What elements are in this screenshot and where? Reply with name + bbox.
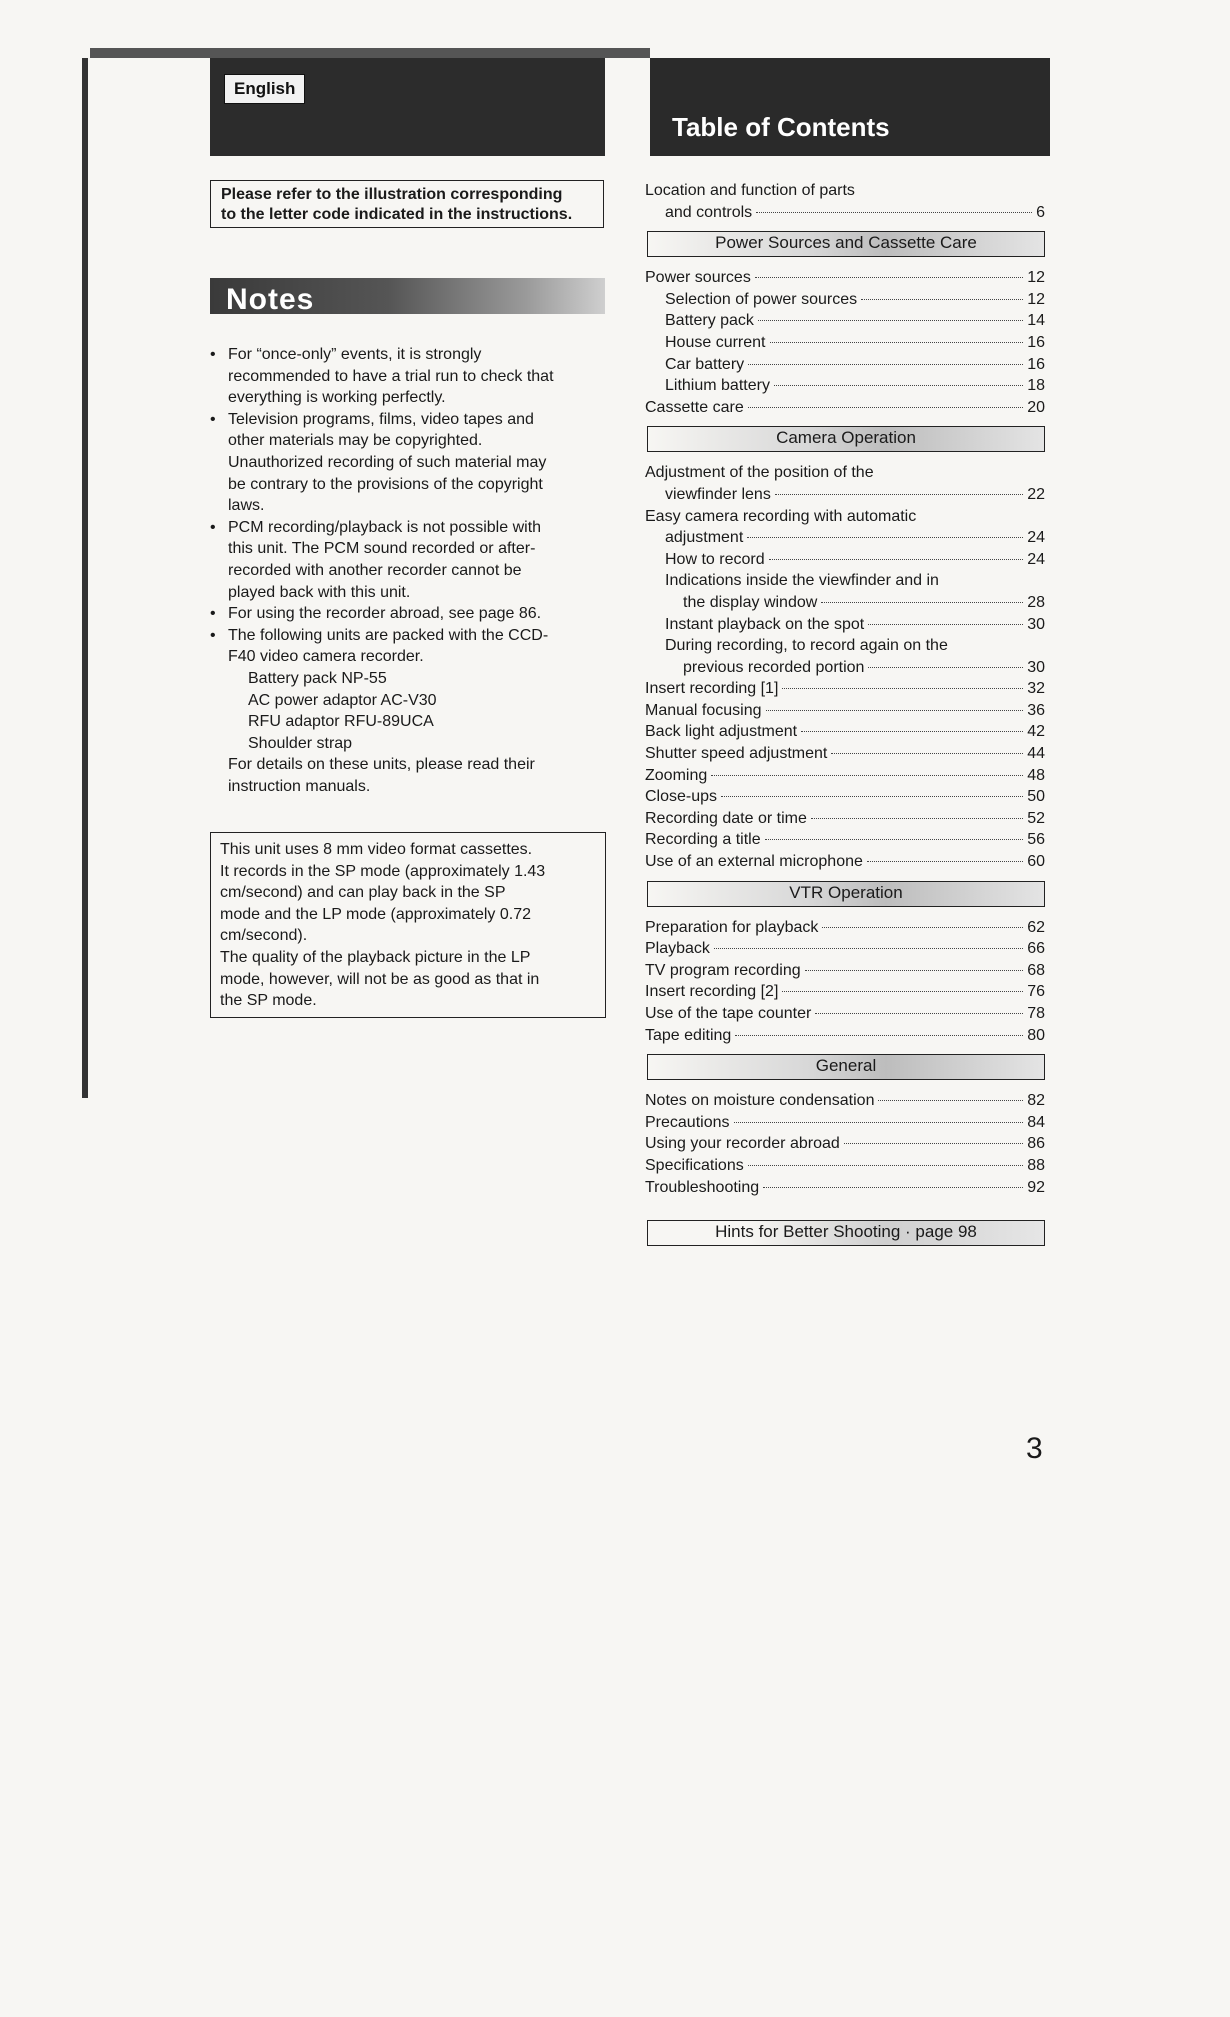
toc-entry-title: previous recorded portion: [683, 658, 865, 676]
toc-entry-title: Location and function of parts: [645, 182, 855, 199]
toc-leader: [748, 1165, 1023, 1166]
toc-leader: [775, 494, 1023, 495]
toc-section-header: VTR Operation: [647, 881, 1045, 907]
toc-entry-title: Notes on moisture condensation: [645, 1092, 875, 1110]
toc-entry-page: 32: [1027, 680, 1045, 698]
toc-entry: [645, 332, 1045, 354]
toc-entry-title: Recording a title: [645, 831, 761, 849]
toc-entry: [645, 592, 1045, 614]
toc-entry: [645, 721, 1045, 743]
toc-entry: [645, 851, 1045, 873]
toc-leader: [770, 342, 1024, 343]
toc-leader: [766, 710, 1024, 711]
toc-entry-page: 80: [1027, 1026, 1045, 1044]
note-line: • For “once-only” events, it is strongly: [228, 346, 482, 363]
toc-entry-title: the display window: [683, 593, 818, 611]
format-info-line: The quality of the playback picture in the LP: [220, 948, 531, 966]
toc-entry-page: 6: [1036, 203, 1045, 221]
toc-entry-page: 16: [1027, 333, 1045, 351]
toc-entry-page: 44: [1027, 745, 1045, 763]
toc-entry: [645, 1177, 1045, 1199]
toc-entry-title: Insert recording [1]: [645, 680, 779, 698]
toc-entry-page: 68: [1027, 961, 1045, 979]
toc-entry: [645, 678, 1045, 700]
toc-entry-page: 14: [1027, 312, 1045, 330]
toc-entry-page: 86: [1027, 1135, 1045, 1153]
note-line: everything is working perfectly.: [228, 389, 446, 407]
note-line: For details on these units, please read their: [228, 756, 535, 774]
toc-entry-title: Adjustment of the position of the: [645, 464, 874, 482]
toc-entry-title: Recording date or time: [645, 809, 807, 827]
page-number: 3: [1026, 1432, 1043, 1465]
toc-entry-title: Precautions: [645, 1113, 730, 1131]
toc-entry-title: and controls: [665, 203, 753, 221]
note-line: instruction manuals.: [228, 777, 371, 795]
toc-entry: [645, 981, 1045, 1003]
toc-entry-page: 42: [1027, 723, 1045, 741]
note-item: [208, 625, 608, 798]
toc-entry-page: 18: [1027, 377, 1045, 395]
toc-entry-title: Preparation for playback: [645, 918, 819, 936]
format-info-line: mode, however, will not be as good as that in: [220, 970, 540, 988]
toc-entry-title: Manual focusing: [645, 701, 762, 719]
toc-entry: [645, 829, 1045, 851]
toc-leader: [765, 839, 1024, 840]
toc-title: Table of Contents: [672, 112, 890, 142]
toc-entry-page: 22: [1027, 485, 1045, 503]
note-line: Unauthorized recording of such material may: [228, 453, 547, 471]
toc-entry: [645, 743, 1045, 765]
toc-entry-title: Tape editing: [645, 1026, 732, 1044]
toc-leader: [758, 320, 1023, 321]
toc-entry-page: 12: [1027, 290, 1045, 308]
note-item: [208, 603, 608, 625]
toc-entry-page: 12: [1027, 269, 1045, 287]
toc-entry-page: 30: [1027, 615, 1045, 633]
toc-entry: [645, 527, 1045, 549]
toc-entry: [645, 700, 1045, 722]
toc-leader: [861, 299, 1023, 300]
note-line: recommended to have a trial run to check that: [228, 367, 554, 385]
toc-leader: [844, 1143, 1023, 1144]
note-line: • For using the recorder abroad, see page 86.: [228, 605, 542, 623]
toc-entry: [645, 938, 1045, 960]
toc-entry-title: Zooming: [645, 766, 708, 784]
toc-entry: [645, 1112, 1045, 1134]
note-item: [208, 409, 608, 517]
toc-entry: [645, 960, 1045, 982]
note-line: F40 video camera recorder.: [228, 648, 424, 666]
language-tab: English: [224, 74, 305, 104]
toc-entry: [645, 289, 1045, 311]
toc-entry-title: Battery pack: [665, 312, 754, 330]
toc-leader: [782, 688, 1023, 689]
toc-entry: [645, 506, 1045, 528]
note-line: be contrary to the provisions of the copyright: [228, 475, 543, 493]
format-info-line: the SP mode.: [220, 992, 317, 1010]
toc-leader: [721, 796, 1023, 797]
toc-entry-title: Specifications: [645, 1156, 744, 1174]
note-line: recorded with another recorder cannot be: [228, 561, 522, 579]
toc-leader: [763, 1187, 1023, 1188]
toc-entry-page: 50: [1027, 788, 1045, 806]
toc-entry-page: 92: [1027, 1178, 1045, 1196]
note-item: [208, 344, 608, 409]
note-line: laws.: [228, 497, 265, 515]
toc-leader: [822, 927, 1023, 928]
format-info-line: mode and the LP mode (approximately 0.72: [220, 905, 532, 923]
toc-section-header: Camera Operation: [647, 426, 1045, 452]
toc-entry-title: TV program recording: [645, 961, 801, 979]
toc-entry: [645, 657, 1045, 679]
toc-entry: [645, 202, 1045, 224]
toc-entry: [645, 917, 1045, 939]
toc-entry-page: 82: [1027, 1092, 1045, 1110]
toc-entry: [645, 765, 1045, 787]
toc-entry-title: House current: [665, 333, 766, 351]
hints-box: Hints for Better Shooting · page 98: [647, 1220, 1045, 1246]
toc-leader: [811, 818, 1023, 819]
format-info-line: This unit uses 8 mm video format cassettes.: [220, 841, 533, 858]
toc-entry-title: Cassette care: [645, 398, 744, 416]
toc-entry-page: 30: [1027, 658, 1045, 676]
toc-entry-title: Instant playback on the spot: [665, 615, 865, 633]
refer-note-box: [210, 180, 604, 228]
toc-entry-page: 16: [1027, 355, 1045, 373]
toc-leader: [734, 1122, 1024, 1123]
note-line: other materials may be copyrighted.: [228, 432, 483, 450]
page-top-edge: [90, 48, 650, 58]
toc-entry-title: Use of an external microphone: [645, 853, 863, 871]
note-subitem: AC power adaptor AC-V30: [248, 691, 437, 709]
note-line: • PCM recording/playback is not possible with: [228, 518, 542, 536]
page-binding-edge: [82, 58, 88, 1098]
toc-entry: [645, 375, 1045, 397]
table-of-contents: [645, 180, 1045, 1246]
notes-list: [208, 344, 608, 797]
toc-entry-page: 84: [1027, 1113, 1045, 1131]
toc-leader: [756, 212, 1032, 213]
toc-entry-page: 88: [1027, 1156, 1045, 1174]
toc-leader: [831, 753, 1023, 754]
toc-entry-title: Shutter speed adjustment: [645, 745, 828, 763]
toc-section-header: General: [647, 1054, 1045, 1080]
toc-leader: [878, 1100, 1023, 1101]
toc-leader: [714, 948, 1023, 949]
toc-entry-title: Back light adjustment: [645, 723, 798, 741]
format-info-box: [210, 832, 606, 1018]
toc-entry-title: viewfinder lens: [665, 485, 771, 503]
toc-leader: [747, 537, 1023, 538]
toc-entry: [645, 1090, 1045, 1112]
toc-leader: [868, 624, 1023, 625]
toc-section-header: Power Sources and Cassette Care: [647, 231, 1045, 257]
note-subitem: Battery pack NP-55: [248, 669, 387, 687]
note-item: [208, 517, 608, 603]
toc-entry-title: adjustment: [665, 529, 744, 547]
toc-entry-page: 28: [1027, 593, 1045, 611]
toc-entry: [645, 549, 1045, 571]
toc-entry: [645, 354, 1045, 376]
note-subitem: Shoulder strap: [248, 734, 353, 752]
toc-leader: [711, 775, 1023, 776]
toc-entry: [645, 808, 1045, 830]
toc-entry-title: Playback: [645, 940, 710, 958]
note-line: played back with this unit.: [228, 583, 411, 601]
toc-entry-title: Use of the tape counter: [645, 1005, 812, 1022]
format-info-line: cm/second) and can play back in the SP: [220, 884, 506, 902]
toc-entry-title: Car battery: [665, 355, 745, 373]
toc-entry-page: 78: [1027, 1005, 1045, 1022]
note-line: this unit. The PCM sound recorded or after-: [228, 540, 536, 558]
toc-leader: [748, 407, 1023, 408]
toc-entry: [645, 484, 1045, 506]
toc-entry-title: Indications inside the viewfinder and in: [665, 572, 939, 590]
toc-leader: [801, 731, 1023, 732]
toc-leader: [774, 385, 1023, 386]
toc-entry-page: 60: [1027, 853, 1045, 871]
note-line: • The following units are packed with the CCD-: [228, 626, 549, 644]
toc-entry-title: Selection of power sources: [665, 290, 858, 308]
toc-leader: [748, 364, 1023, 365]
toc-entry-page: 52: [1027, 809, 1045, 827]
toc-entry-title: During recording, to record again on the: [665, 637, 948, 655]
toc-entry-title: Close-ups: [645, 788, 718, 806]
toc-entry: [645, 397, 1045, 419]
toc-leader: [805, 970, 1024, 971]
toc-entry: [645, 1003, 1045, 1025]
toc-entry: [645, 614, 1045, 636]
toc-entry-page: 48: [1027, 766, 1045, 784]
refer-note-line: Please refer to the illustration corresponding: [221, 186, 563, 203]
toc-entry-page: 36: [1027, 701, 1045, 719]
toc-entry-title: Lithium battery: [665, 377, 770, 395]
toc-entry-title: Insert recording [2]: [645, 983, 779, 1001]
toc-leader: [769, 559, 1024, 560]
format-info-line: cm/second).: [220, 927, 308, 945]
toc-entry-title: Using your recorder abroad: [645, 1135, 840, 1153]
toc-entry-title: Easy camera recording with automatic: [645, 507, 917, 525]
language-header-band: [210, 58, 605, 156]
notes-title: Notes: [226, 283, 315, 316]
toc-leader: [821, 602, 1023, 603]
toc-entry-page: 56: [1027, 831, 1045, 849]
refer-note-line: to the letter code indicated in the instructions.: [221, 206, 573, 223]
toc-entry: [645, 570, 1045, 592]
toc-entry-page: 62: [1027, 918, 1045, 936]
toc-entry: [645, 635, 1045, 657]
toc-entry: [645, 267, 1045, 289]
note-line: • Television programs, films, video tapes and: [228, 410, 534, 428]
toc-entry-title: Power sources: [645, 269, 751, 287]
toc-entry: [645, 786, 1045, 808]
toc-entry-title: How to record: [665, 550, 765, 568]
toc-leader: [755, 277, 1023, 278]
toc-entry: [645, 462, 1045, 484]
toc-entry: [645, 1025, 1045, 1047]
toc-entry: [645, 1155, 1045, 1177]
note-subitem: RFU adaptor RFU-89UCA: [248, 713, 434, 731]
toc-entry-page: 24: [1027, 550, 1045, 568]
toc-leader: [868, 667, 1023, 668]
format-info-line: It records in the SP mode (approximately 1.43: [220, 862, 546, 880]
toc-leader: [867, 861, 1023, 862]
toc-entry: [645, 310, 1045, 332]
toc-entry-page: 24: [1027, 529, 1045, 547]
toc-leader: [815, 1013, 1023, 1014]
toc-leader: [782, 991, 1023, 992]
toc-leader: [735, 1035, 1023, 1036]
toc-entry-page: 20: [1027, 398, 1045, 416]
toc-entry: [645, 1133, 1045, 1155]
toc-entry-page: 66: [1027, 940, 1045, 958]
toc-entry-page: 76: [1027, 983, 1045, 1001]
toc-entry-title: Troubleshooting: [645, 1178, 760, 1196]
